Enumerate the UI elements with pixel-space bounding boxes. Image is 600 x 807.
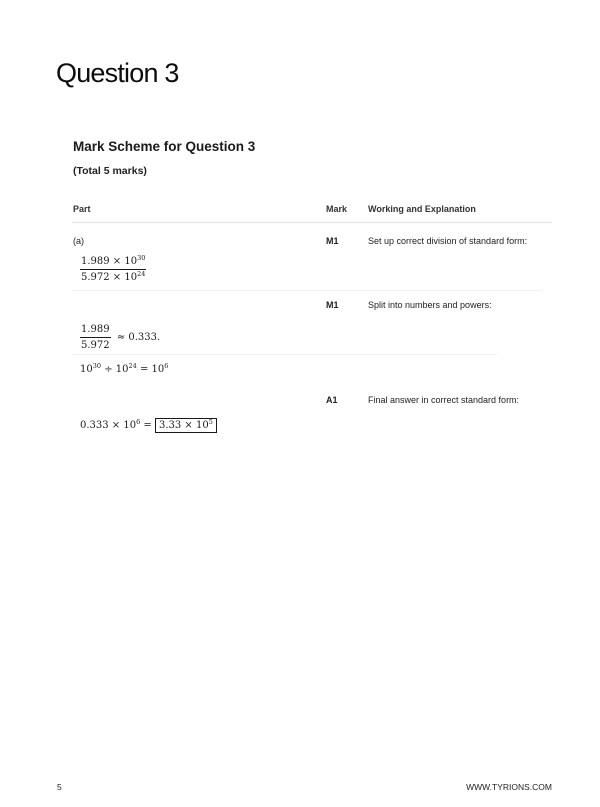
mark-row-3: A1 — [326, 395, 338, 405]
header-mark: Mark — [326, 204, 348, 214]
header-part: Part — [73, 204, 91, 214]
mark-row-2: M1 — [326, 300, 339, 310]
mark-row-1: M1 — [326, 236, 339, 246]
explanation-row-1: Set up correct division of standard form: — [368, 236, 528, 246]
math-division-fraction: $\frac{1.989 \times 10^{30}}{5.972 \times 10^{24}}$ — [81, 254, 146, 283]
markscheme-title: Mark Scheme for Question 3 — [73, 139, 256, 154]
math-numbers-fraction: $\frac{1.989}{5.972}$ ≈ 0.333. — [81, 324, 161, 351]
math-final-answer: $0.333 \times 10^6 = 3.33 \times 10^5$ — [80, 420, 217, 431]
header-working: Working and Explanation — [368, 204, 476, 214]
math-powers: $10^{30} \div 10^{24} = 10^6$ — [80, 362, 169, 375]
row-separator — [72, 290, 542, 291]
page-title: Question 3 — [56, 58, 179, 88]
total-marks: (Total 5 marks) — [73, 165, 147, 177]
explanation-row-2: Split into numbers and powers: — [368, 300, 492, 310]
header-divider — [72, 222, 552, 223]
footer-site: WWW.TYRIONS.COM — [466, 782, 552, 792]
final-answer-box: $3.33 \times 10^5$ — [155, 418, 217, 433]
explanation-row-3: Final answer in correct standard form: — [368, 395, 520, 405]
row-separator — [72, 354, 497, 355]
page-number: 5 — [57, 782, 62, 792]
part-label: (a) — [73, 236, 84, 246]
